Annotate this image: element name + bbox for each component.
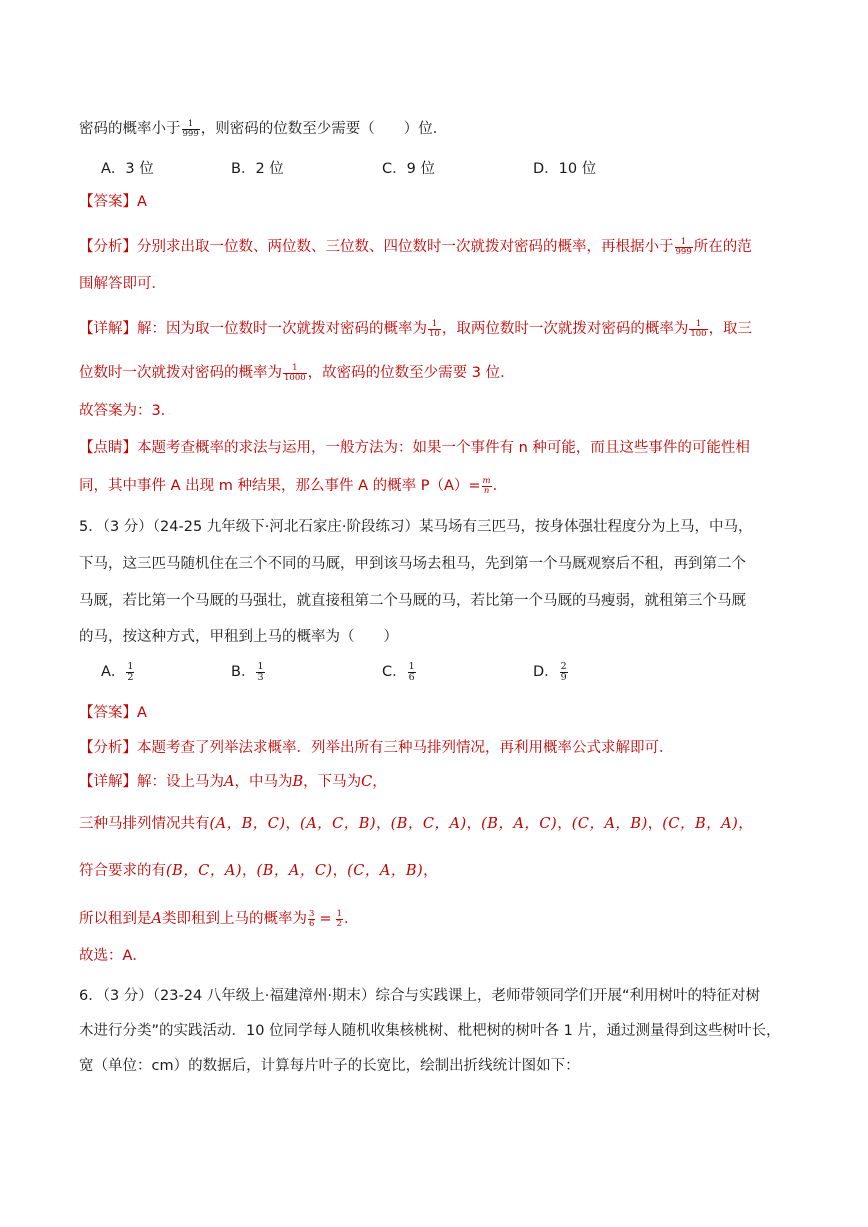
fraction: $\frac{1}{100}$: [690, 318, 707, 339]
q5-stem-line3: 马厩，若比第一个马厩的马强壮，就直接租第二个马厩的马，若比第一个马厩的马瘦弱，就租第三个马厩: [79, 593, 746, 609]
option-c: C．9 位: [382, 161, 435, 177]
option-c: C． $\frac{1}{6}$: [382, 660, 415, 683]
q6-stem-line3: 宽（单位：cm）的数据后，计算每片叶子的长宽比，绘制出折线统计图如下：: [79, 1058, 580, 1074]
q5-fits: 符合要求的有(B，C，A)，(B，A，C)，(C，A，B)，: [79, 863, 438, 879]
fraction: $\frac{1}{10}$: [429, 318, 440, 339]
q5-stem-line2: 下马，这三匹马随机住在三个不同的马厩，甲到该马场去租马，先到第一个马厩观察后不租，再到第二个: [79, 556, 746, 572]
option-d: D．10 位: [533, 161, 597, 177]
q5-answer: 【答案】A: [79, 705, 147, 721]
q5-analysis: 【分析】本题考查了列举法求概率．列举出所有三种马排列情况，再利用概率公式求解即可．: [79, 740, 674, 756]
q5-stem-line4: 的马，按这种方式，甲租到上马的概率为（ ）: [79, 629, 398, 645]
q4-comment-line2: 同，其中事件 A 出现 m 种结果，那么事件 A 的概率 P（A）= $\frac{m}{n}$ ．: [79, 475, 508, 496]
q4-stem: 密码的概率小于 $\frac{1}{999}$ ，则密码的位数至少需要（ ）位．: [79, 118, 448, 139]
fraction: $\frac{1}{999}$: [675, 236, 692, 257]
q5-permutations: 三种马排列情况共有(A，B，C)，(A，C，B)，(B，C，A)，(B，A，C)，(C，A，B)，(C，B，A)，: [79, 816, 753, 832]
option-d: D． $\frac{2}{9}$: [533, 660, 567, 683]
q5-detail-line1: 【详解】解：设上马为A，中马为B，下马为C，: [79, 774, 387, 790]
option-b: B．2 位: [231, 161, 284, 177]
q4-comment-line1: 【点睛】本题考查概率的求法与运用，一般方法为：如果一个事件有 n 种可能，而且这些事件的可能性相: [79, 440, 750, 456]
fraction: $\frac{1}{3}$: [257, 660, 264, 683]
fraction: $\frac{1}{6}$: [408, 660, 415, 683]
q5-choice: 故选：A．: [79, 948, 147, 964]
fraction: $\frac{3}{6}$: [308, 908, 315, 929]
q5-probability: 所以租到是A类即租到上马的概率为 $\frac{3}{6}$ = $\frac{1}{2}$ ．: [79, 908, 359, 929]
q4-detail-line2: 位数时一次就拨对密码的概率为 $\frac{1}{1000}$ ，故密码的位数至少需要 3 位．: [79, 362, 515, 383]
fraction: $\frac{1}{999}$: [182, 118, 199, 139]
fraction: $\frac{1}{1000}$: [284, 362, 306, 383]
q4-detail-line1: 【详解】解：因为取一位数时一次就拨对密码的概率为 $\frac{1}{10}$ ，取两位数时一次就拨对密码的概率为 $\frac{1}{100}$ ，取三: [79, 318, 753, 339]
q4-analysis-line1: 【分析】分别求出取一位数、两位数、三位数、四位数时一次就拨对密码的概率，再根据小于 $\frac{1}{999}$ 所在的范: [79, 236, 752, 257]
q5-stem-line1: 5．（3 分）（24-25 九年级下·河北石家庄·阶段练习）某马场有三匹马，按身体强壮程度分为上马，中马，: [79, 519, 753, 535]
q6-stem-line1: 6．（3 分）（23-24 八年级上·福建漳州·期末）综合与实践课上，老师带领同学们开展“利用树叶的特征对树: [79, 988, 761, 1004]
fraction: $\frac{2}{9}$: [560, 660, 567, 683]
option-a: A．3 位: [101, 161, 154, 177]
fraction: $\frac{1}{2}$: [336, 908, 342, 929]
q4-analysis-line2: 围解答即可．: [79, 276, 166, 292]
fraction: $\frac{m}{n}$: [482, 475, 491, 496]
option-b: B． $\frac{1}{3}$: [231, 660, 264, 683]
q4-answer: 【答案】A: [79, 194, 147, 210]
option-a: A． $\frac{1}{2}$: [101, 660, 134, 683]
q6-stem-line2: 木进行分类”的实践活动．10 位同学每人随机收集核桃树、枇杷树的树叶各 1 片，通过测量得到这些树叶长，: [79, 1023, 781, 1039]
q4-conclusion: 故答案为：3．: [79, 403, 176, 419]
fraction: $\frac{1}{2}$: [127, 660, 134, 683]
